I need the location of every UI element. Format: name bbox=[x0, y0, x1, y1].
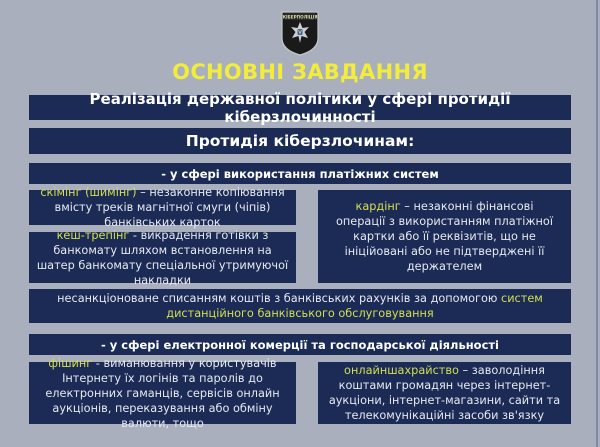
page-title: ОСНОВНІ ЗАВДАННЯ bbox=[172, 60, 428, 84]
section-heading: - у сфері використання платіжних систем bbox=[161, 166, 439, 181]
section-payment-systems-header bbox=[29, 163, 571, 184]
term-remote-banking: систем дистанційного банківського обслуговування bbox=[166, 292, 543, 320]
sub-heading-box bbox=[29, 128, 571, 154]
definition-skimming: – незаконне копіювання вмісту треків магнітної смуги (чіпів) банківських карток bbox=[54, 186, 285, 229]
definition-cash-trapping: - викрадення готівки з банкомату шляхом встановлення на шатер банкомату спеціальної утримуючої накладки bbox=[36, 228, 289, 287]
definition-unauthorized: несанкціоноване списанням коштів з банківських рахунків за допомогою bbox=[57, 292, 501, 305]
card-online-fraud bbox=[318, 362, 571, 424]
card-unauthorized-debit bbox=[29, 289, 571, 323]
term-carding: кардінг bbox=[355, 200, 401, 213]
card-phishing bbox=[29, 356, 296, 430]
term-skimming: скімінг (шимінг) bbox=[40, 186, 137, 199]
card-carding bbox=[318, 190, 571, 283]
card-cash-trapping bbox=[29, 228, 296, 287]
section-ecommerce-header bbox=[29, 334, 571, 355]
term-phishing: фішинг bbox=[48, 356, 93, 370]
definition-carding: – незаконні фінансові операції з використанням платіжної картки або її реквізитів, що не ініційовані або не підтверджені її держателем bbox=[335, 200, 553, 273]
main-heading-box bbox=[29, 89, 571, 126]
police-star-shield-icon bbox=[280, 8, 320, 56]
definition-phishing: - виманювання у користувачів Інтернету їх логінів та паролів до електронних гаманців, сервісів онлайн аукціонів, переказування або обміну валюти, тощо bbox=[45, 356, 280, 430]
svg-text:КІБЕРПОЛІЦІЯ: КІБЕРПОЛІЦІЯ bbox=[282, 14, 318, 20]
sub-heading: Протидія кіберзлочинам: bbox=[185, 132, 415, 150]
term-cash-trapping: кеш-трепінг bbox=[56, 228, 130, 242]
section-heading: - у сфері електронної комерції та господарської діяльності bbox=[101, 337, 499, 352]
main-heading: Реалізація державної політики у сфері протидії кіберзлочинності bbox=[89, 89, 511, 126]
definition-online-fraud: – заволодіння коштами громадян через інтернет-аукціони, інтернет-магазини, сайти та телекомунікаційні засоби зв'язку bbox=[328, 364, 561, 422]
term-online-fraud: онлайншахрайство bbox=[344, 364, 459, 377]
card-skimming bbox=[29, 186, 296, 229]
